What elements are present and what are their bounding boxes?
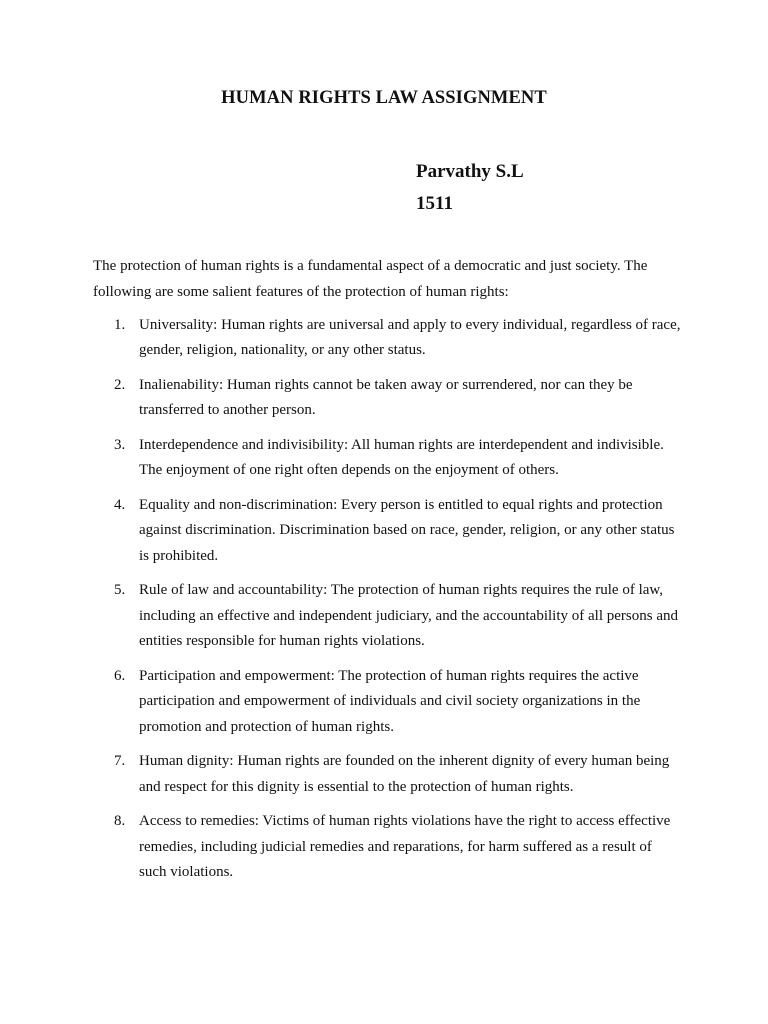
list-item-number: 8. xyxy=(114,813,126,830)
author-id: 1511 xyxy=(416,193,453,214)
list-item xyxy=(93,664,683,740)
list-item xyxy=(93,578,683,654)
list-item-text: Participation and empowerment: The protection of human rights requires the active participation and empowerment of individuals and civil society organizations in the promotion and protection of human rights. xyxy=(139,667,641,735)
list-item-text: Interdependence and indivisibility: All human rights are interdependent and indivisible. The enjoyment of one right often depends on the enjoyment of others. xyxy=(139,437,664,479)
list-item xyxy=(93,493,683,569)
list-item-text: Human dignity: Human rights are founded on the inherent dignity of every human being and respect for this dignity is essential to the protection of human rights. xyxy=(139,753,670,795)
list-item xyxy=(93,809,683,885)
list-item-text: Rule of law and accountability: The protection of human rights requires the rule of law, including an effective and independent judiciary, and the accountability of all persons and entities responsible for human rights violations. xyxy=(139,582,678,650)
list-item-text: Access to remedies: Victims of human rights violations have the right to access effective remedies, including judicial remedies and reparations, for harm suffered as a result of such violations. xyxy=(139,813,671,881)
list-item-text: Inalienability: Human rights cannot be taken away or surrendered, nor can they be transferred to another person. xyxy=(139,377,633,419)
document-title: HUMAN RIGHTS LAW ASSIGNMENT xyxy=(221,88,547,108)
list-item-number: 4. xyxy=(114,497,126,513)
list-item-number: 5. xyxy=(114,582,126,599)
list-item-text: Equality and non-discrimination: Every person is entitled to equal rights and protection against discrimination. Discrimination based on race, gender, religion, or any other status is prohibited. xyxy=(139,497,675,564)
list-item-number: 6. xyxy=(114,667,126,684)
list-item-number: 7. xyxy=(114,753,126,770)
list-item xyxy=(93,313,683,364)
author-name: Parvathy S.L xyxy=(416,161,524,182)
list-item-number: 1. xyxy=(114,317,126,333)
list-item xyxy=(93,373,683,424)
author-block xyxy=(416,156,524,220)
list-item-number: 3. xyxy=(114,437,126,453)
list-item-number: 2. xyxy=(114,377,126,393)
features-list xyxy=(93,313,683,895)
list-item xyxy=(93,433,683,484)
list-item-text: Universality: Human rights are universal and apply to every individual, regardless of race, gender, religion, nationality, or any other status. xyxy=(139,317,681,359)
intro-paragraph: The protection of human rights is a fundamental aspect of a democratic and just society. The following are some salient features of the protection of human rights: xyxy=(93,258,648,300)
list-item xyxy=(93,749,683,800)
